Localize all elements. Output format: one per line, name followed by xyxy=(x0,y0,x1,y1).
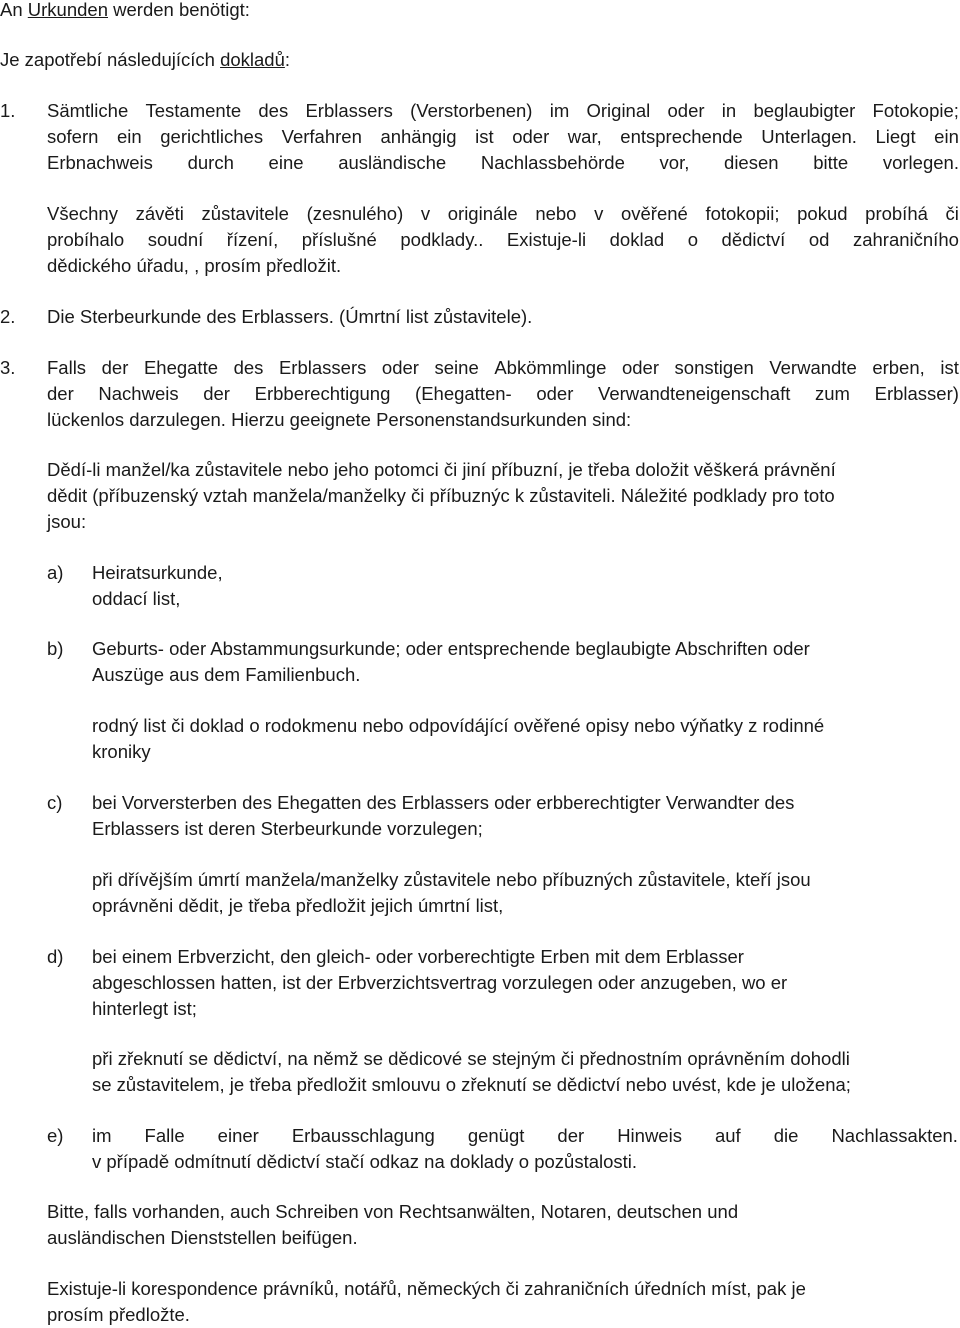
word: Erblassers xyxy=(278,357,367,378)
word: Nachlassbehörde xyxy=(480,152,625,173)
word: der xyxy=(557,1125,585,1146)
sub-label-e: e) xyxy=(47,1125,64,1146)
word: Existuje-li xyxy=(506,229,587,250)
word: ein xyxy=(934,126,959,147)
intro-text: werden benötigt: xyxy=(108,0,250,20)
word: einer xyxy=(217,1125,259,1146)
word: Liegt xyxy=(875,126,916,147)
word: Original xyxy=(586,100,651,121)
sub-c-cz: při dřívějším úmrtí manžela/manželky zůstavitele nebo příbuzných zůstavitele, kteří jsou xyxy=(92,869,811,890)
word: Erbberechtigung xyxy=(254,383,391,404)
word: ist xyxy=(475,126,494,147)
doklady-link[interactable]: dokladů xyxy=(220,49,285,70)
word: od xyxy=(808,229,830,250)
word: Testamente xyxy=(145,100,242,121)
word: (zesnulého) xyxy=(306,203,404,224)
word: Nachlassakten. xyxy=(831,1125,958,1146)
list-number: 2. xyxy=(0,306,16,327)
word: vorlegen. xyxy=(882,152,959,173)
sub-b-cz: kroniky xyxy=(92,741,151,762)
sub-e-cz: v případě odmítnutí dědictví stačí odkaz na doklady o pozůstalosti. xyxy=(92,1151,638,1172)
word: entsprechende xyxy=(620,126,743,147)
word: Sämtliche xyxy=(47,100,129,121)
item3-de-line xyxy=(47,355,959,381)
word: genügt xyxy=(467,1125,525,1146)
item1-cz-line xyxy=(47,227,959,253)
sub-c-de: Erblassers ist deren Sterbeurkunde vorzulegen; xyxy=(92,818,483,839)
word: oder xyxy=(667,100,705,121)
word: Hinweis xyxy=(617,1125,682,1146)
word: der xyxy=(203,383,230,404)
word: ausländische xyxy=(338,152,447,173)
word: pokud xyxy=(797,203,848,224)
word: beglaubigter xyxy=(753,100,856,121)
word: sonstigen xyxy=(674,357,754,378)
sub-b-de: Auszüge aus dem Familienbuch. xyxy=(92,664,361,685)
sub-c-cz: oprávněni dědit, je třeba předložit jejich úmrtní list, xyxy=(92,895,504,916)
word: Erblasser) xyxy=(874,383,959,404)
item1-de-line xyxy=(47,124,959,150)
item1-de-line xyxy=(47,98,959,124)
word: Falle xyxy=(144,1125,185,1146)
word: bitte xyxy=(813,152,849,173)
intro-line-de xyxy=(0,0,250,23)
word: podklady.. xyxy=(400,229,484,250)
sub-d-de: bei einem Erbverzicht, den gleich- oder vorberechtigte Erben mit dem Erblasser xyxy=(92,946,744,967)
word: Všechny xyxy=(47,203,118,224)
word: nebo xyxy=(535,203,577,224)
sub-e-de xyxy=(92,1123,958,1149)
word: im xyxy=(92,1125,112,1146)
item1-cz-line: dědického úřadu, , prosím předložit. xyxy=(47,255,342,276)
urkunden-link[interactable]: Urkunden xyxy=(27,0,108,20)
word: fotokopii; xyxy=(705,203,780,224)
item1-cz-line xyxy=(47,201,959,227)
word: des xyxy=(258,100,289,121)
word: v xyxy=(420,203,431,224)
word: ist xyxy=(940,357,959,378)
closing-cz-line: prosím předložte. xyxy=(47,1304,190,1325)
word: zahraničního xyxy=(852,229,959,250)
sub-label-c: c) xyxy=(47,792,63,813)
word: soudní xyxy=(147,229,204,250)
sub-label-d: d) xyxy=(47,946,64,967)
word: probíhalo xyxy=(47,229,125,250)
word: oder xyxy=(536,383,574,404)
word: Nachweis xyxy=(98,383,179,404)
word: Erbnachweis xyxy=(47,152,153,173)
closing-de-line: ausländischen Dienststellen beifügen. xyxy=(47,1227,358,1248)
word: der xyxy=(47,383,74,404)
word: Falls xyxy=(47,357,87,378)
word: řízení, xyxy=(226,229,279,250)
sub-d-cz: při zřeknutí se dědictví, na němž se dědicové se stejným či přednostním oprávněním dohodli xyxy=(92,1048,850,1069)
sub-b-cz: rodný list či doklad o rodokmenu nebo odpovídájící ověřené opisy nebo výňatky z rodinné xyxy=(92,715,825,736)
intro-text: Je zapotřebí následujících xyxy=(0,49,221,70)
word: či xyxy=(945,203,959,224)
item2-text: Die Sterbeurkunde des Erblassers. (Úmrtní list zůstavitele). xyxy=(47,306,533,327)
word: durch xyxy=(187,152,234,173)
item3-de-line: lückenlos darzulegen. Hierzu geeignete Personenstandsurkunden sind: xyxy=(47,409,632,430)
sub-a-cz: oddací list, xyxy=(92,588,181,609)
word: gerichtliches xyxy=(160,126,264,147)
closing-cz-line: Existuje-li korespondence právníků, notářů, německých či zahraničních úředních míst, pak je xyxy=(47,1278,806,1299)
item3-cz-line: Dědí-li manžel/ka zůstavitele nebo jeho potomci či jiní příbuzní, je třeba doložit věškerá právnění xyxy=(47,459,836,480)
word: der xyxy=(101,357,129,378)
word: sofern xyxy=(47,126,99,147)
word: Erblassers xyxy=(305,100,393,121)
word: ověřené xyxy=(620,203,688,224)
item1-de-line xyxy=(47,150,959,176)
word: o xyxy=(687,229,698,250)
word: vor, xyxy=(659,152,690,173)
word: Abkömmlinge xyxy=(494,357,607,378)
word: im xyxy=(549,100,570,121)
word: doklad xyxy=(609,229,665,250)
sub-d-cz: se zůstavitelem, je třeba předložit smlouvu o zřeknutí se dědictví nebo uvést, kde je uložena; xyxy=(92,1074,851,1095)
sub-b-de: Geburts- oder Abstammungsurkunde; oder entsprechende beglaubigte Abschriften oder xyxy=(92,638,810,659)
word: originále xyxy=(447,203,518,224)
word: anhängig xyxy=(380,126,457,147)
intro-text: An xyxy=(0,0,28,20)
sub-label-a: a) xyxy=(47,562,64,583)
word: ein xyxy=(116,126,142,147)
word: eine xyxy=(268,152,304,173)
word: zůstavitele xyxy=(201,203,289,224)
sub-label-b: b) xyxy=(47,638,64,659)
item3-cz-line: jsou: xyxy=(47,511,87,532)
word: oder xyxy=(621,357,659,378)
sub-d-de: hinterlegt ist; xyxy=(92,998,197,1019)
word: die xyxy=(773,1125,799,1146)
word: Verwandteneigenschaft xyxy=(598,383,791,404)
sub-d-de: abgeschlossen hatten, ist der Erbverzichtsvertrag vorzulegen oder anzugeben, wo er xyxy=(92,972,788,993)
word: Verwandte xyxy=(769,357,857,378)
word: příslušné xyxy=(301,229,377,250)
sub-c-de: bei Vorversterben des Ehegatten des Erblassers oder erbberechtigter Verwandter des xyxy=(92,792,795,813)
list-number: 3. xyxy=(0,357,16,378)
word: erben, xyxy=(872,357,925,378)
word: Unterlagen. xyxy=(761,126,857,147)
item3-de-line xyxy=(47,381,959,407)
word: auf xyxy=(714,1125,741,1146)
sub-a-de: Heiratsurkunde, xyxy=(92,562,223,583)
word: in xyxy=(721,100,737,121)
word: oder xyxy=(381,357,419,378)
word: diesen xyxy=(724,152,779,173)
word: war, xyxy=(567,126,602,147)
word: Erbausschlagung xyxy=(291,1125,435,1146)
word: Fotokopie; xyxy=(872,100,959,121)
word: (Ehegatten- xyxy=(415,383,512,404)
word: (Verstorbenen) xyxy=(410,100,533,121)
word: v xyxy=(594,203,604,224)
word: zum xyxy=(815,383,850,404)
intro-text: : xyxy=(284,49,291,70)
word: závěti xyxy=(135,203,184,224)
word: seine xyxy=(434,357,479,378)
word: Verfahren xyxy=(281,126,362,147)
intro-line-cz xyxy=(0,47,290,73)
word: oder xyxy=(512,126,550,147)
word: Ehegatte xyxy=(143,357,219,378)
list-number: 1. xyxy=(0,100,16,121)
item3-cz-line: dědit (příbuzenský vztah manžela/manželky či příbuznýc k zůstaviteli. Náležité podklady pro toto xyxy=(47,485,835,506)
closing-de-line: Bitte, falls vorhanden, auch Schreiben von Rechtsanwälten, Notaren, deutschen und xyxy=(47,1201,739,1222)
word: des xyxy=(233,357,264,378)
word: dědictví xyxy=(721,229,786,250)
word: probíhá xyxy=(865,203,928,224)
